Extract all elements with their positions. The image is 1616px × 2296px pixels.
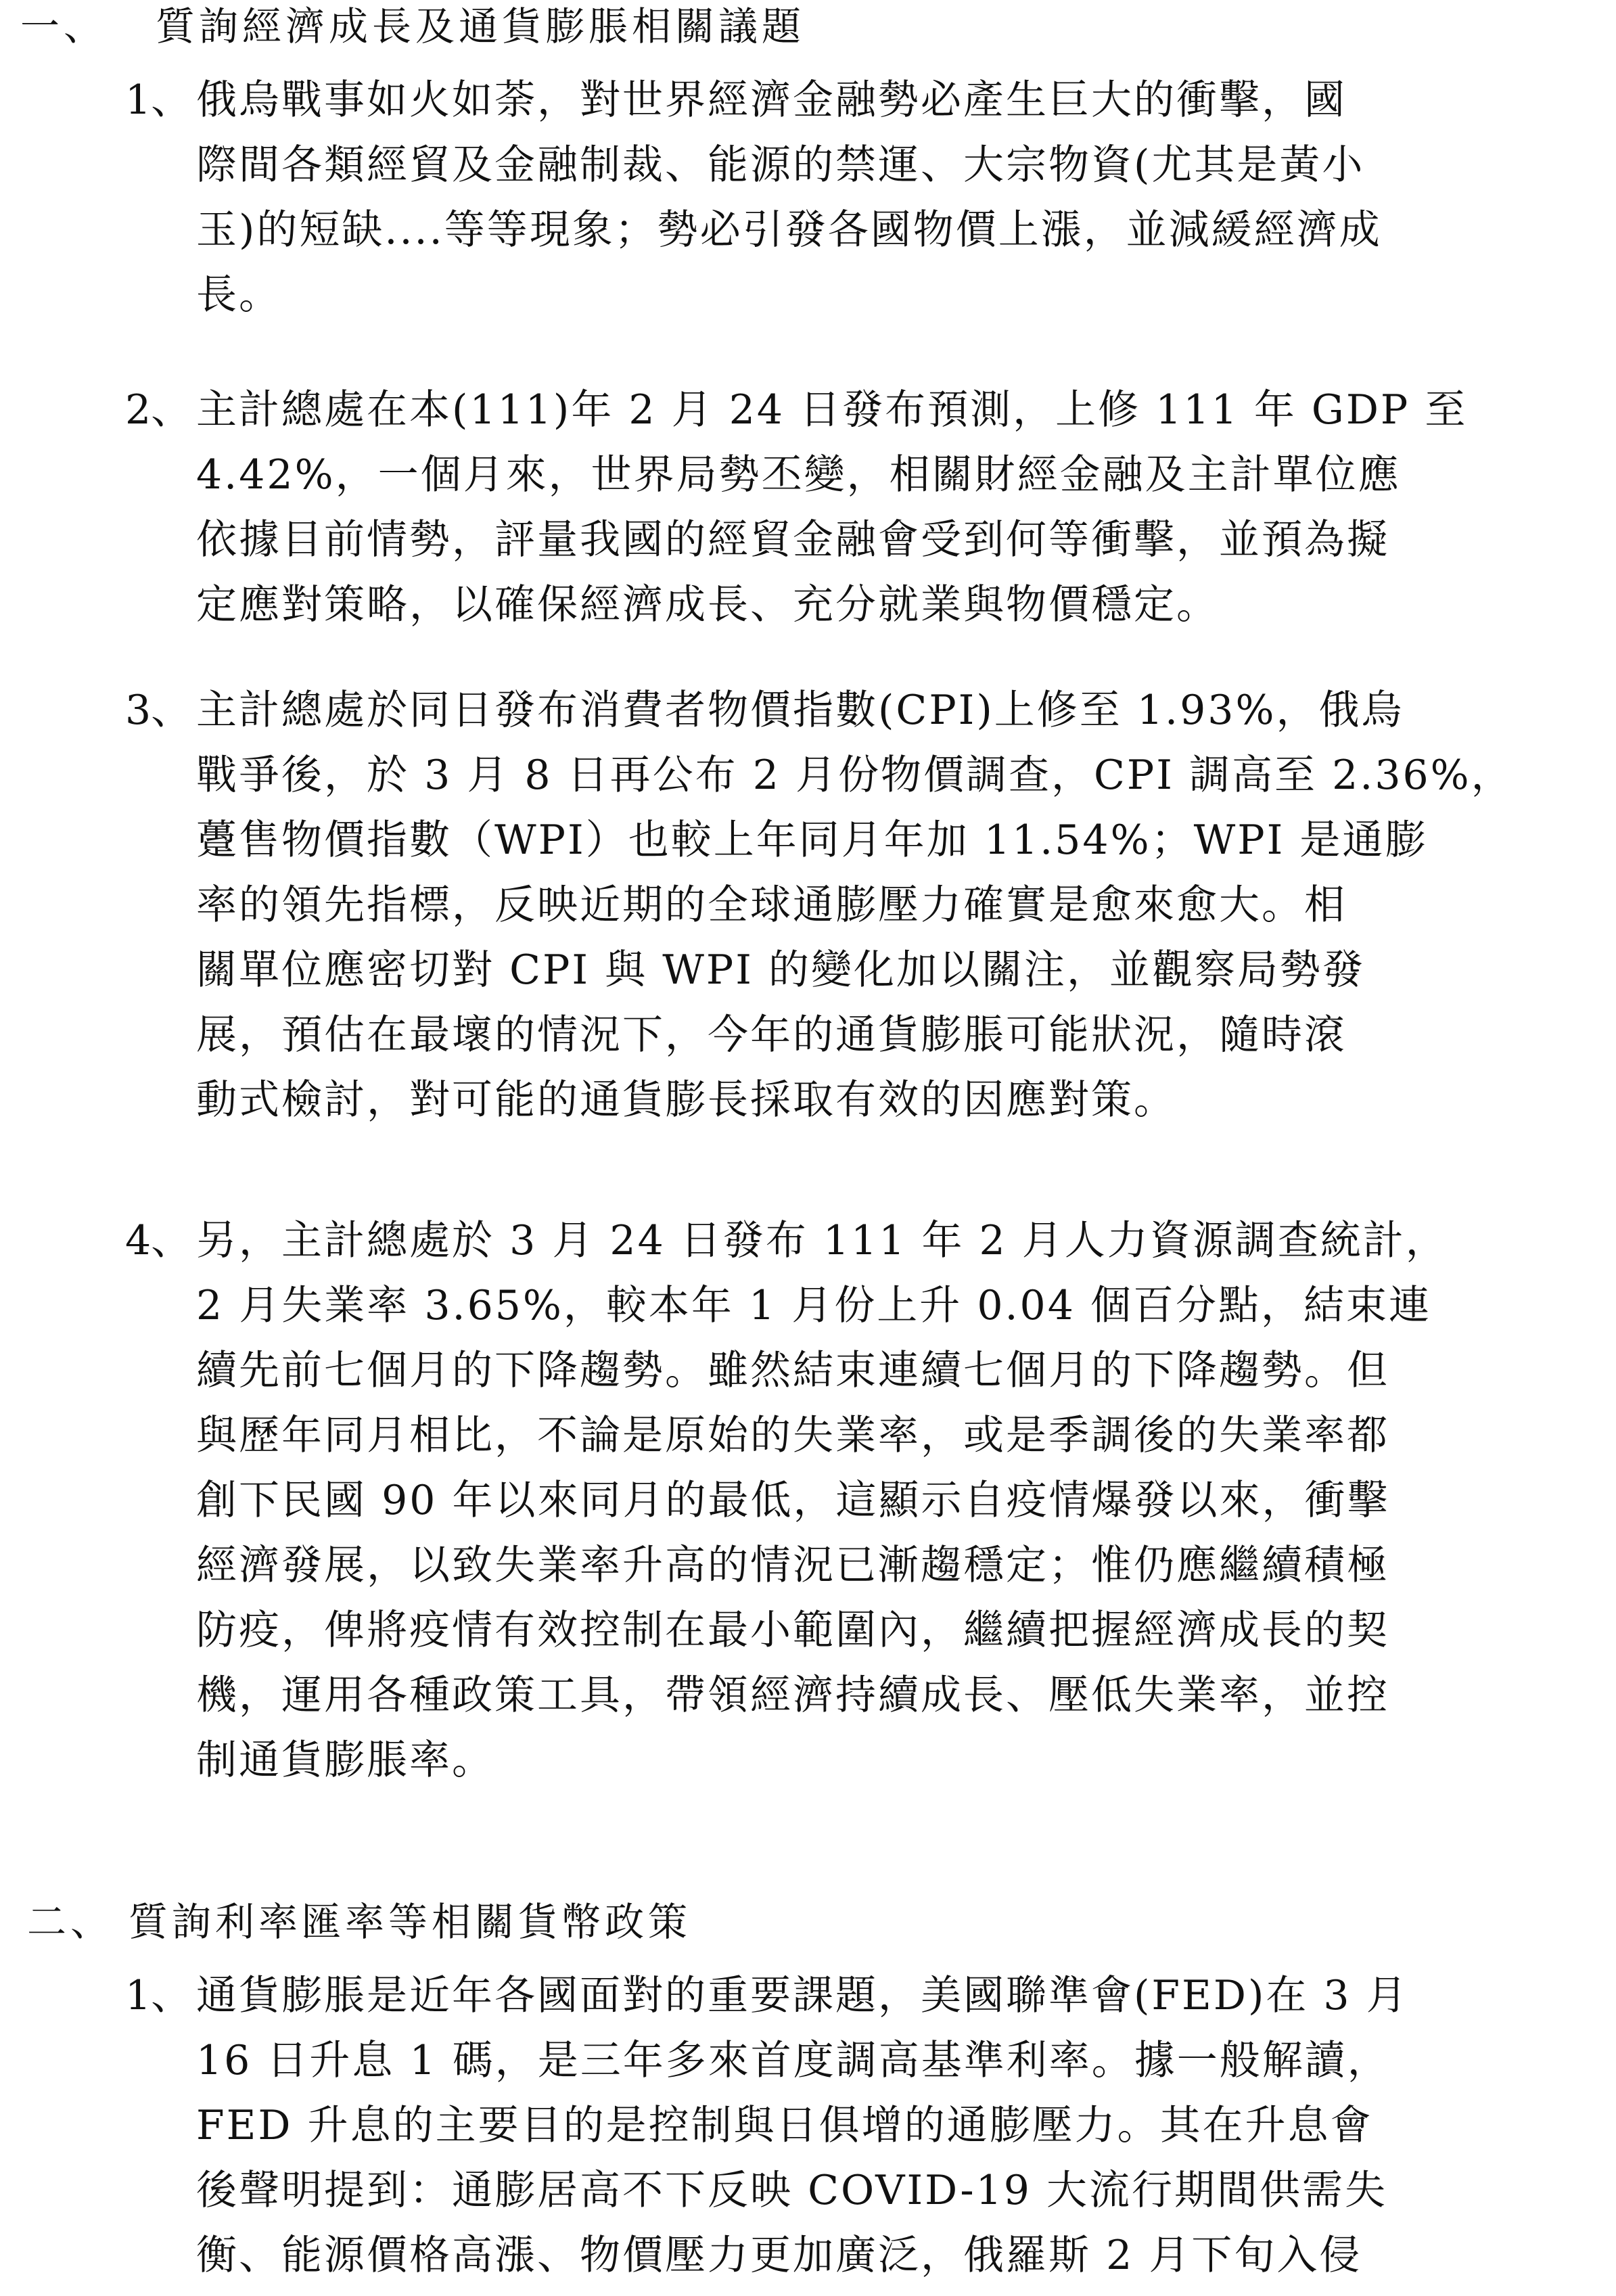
item-number: 3、 bbox=[125, 687, 192, 734]
text-line: 率的領先指標，反映近期的全球通膨壓力確實是愈來愈大。相 bbox=[196, 881, 1347, 929]
text-line: 防疫，俾將疫情有效控制在最小範圍內，繼續把握經濟成長的契 bbox=[196, 1607, 1389, 1654]
text-line: 通貨膨脹是近年各國面對的重要課題，美國聯準會(FED)在 3 月 bbox=[196, 1972, 1409, 2019]
text-line: 躉售物價指數（WPI）也較上年同月年加 11.54%；WPI 是通膨 bbox=[196, 817, 1428, 864]
section-title: 質詢經濟成長及通貨膨脹相關議題 bbox=[156, 3, 806, 49]
text-line: 展，預估在最壞的情況下，今年的通貨膨脹可能狀況，隨時滾 bbox=[196, 1011, 1347, 1059]
item-text bbox=[196, 1963, 1603, 2288]
text-line: 後聲明提到：通膨居高不下反映 COVID-19 大流行期間供需失 bbox=[196, 2167, 1388, 2214]
section-heading bbox=[27, 1898, 691, 1946]
text-line: 定應對策略，以確保經濟成長、充分就業與物價穩定。 bbox=[196, 581, 1219, 628]
item-number: 2、 bbox=[125, 386, 192, 434]
item-text bbox=[196, 678, 1603, 1132]
item-number: 1、 bbox=[125, 1972, 192, 2019]
item-text bbox=[196, 1208, 1603, 1793]
item-number: 4、 bbox=[125, 1217, 192, 1264]
section-number: 二、 bbox=[27, 1899, 114, 1945]
text-line: 戰爭後，於 3 月 8 日再公布 2 月份物價調查，CPI 調高至 2.36%， bbox=[196, 752, 1514, 799]
text-line: 際間各類經貿及金融制裁、能源的禁運、大宗物資(尤其是黃小 bbox=[196, 141, 1365, 189]
item-text bbox=[196, 68, 1603, 327]
text-line: FED 升息的主要目的是控制與日俱增的通膨壓力。其在升息會 bbox=[196, 2102, 1373, 2149]
section-title: 質詢利率匯率等相關貨幣政策 bbox=[129, 1899, 692, 1945]
text-line: 主計總處在本(111)年 2 月 24 日發布預測，上修 111 年 GDP 至 bbox=[196, 386, 1468, 434]
text-line: 動式檢討，對可能的通貨膨長採取有效的因應對策。 bbox=[196, 1076, 1176, 1124]
text-line: 4.42%，一個月來，世界局勢丕變，相關財經金融及主計單位應 bbox=[196, 451, 1401, 499]
text-line: 與歷年同月相比，不論是原始的失業率，或是季調後的失業率都 bbox=[196, 1412, 1389, 1459]
text-line: 長。 bbox=[196, 271, 281, 319]
text-line: 另，主計總處於 3 月 24 日發布 111 年 2 月人力資源調查統計， bbox=[196, 1217, 1448, 1264]
text-line: 主計總處於同日發布消費者物價指數(CPI)上修至 1.93%，俄烏 bbox=[196, 687, 1404, 734]
text-line: 俄烏戰事如火如荼，對世界經濟金融勢必產生巨大的衝擊，國 bbox=[196, 76, 1347, 124]
text-line: 制通貨膨脹率。 bbox=[196, 1737, 494, 1784]
text-line: 續先前七個月的下降趨勢。雖然結束連續七個月的下降趨勢。但 bbox=[196, 1347, 1389, 1394]
text-line: 經濟發展，以致失業率升高的情況已漸趨穩定；惟仍應繼續積極 bbox=[196, 1542, 1389, 1589]
text-line: 關單位應密切對 CPI 與 WPI 的變化加以關注，並觀察局勢發 bbox=[196, 946, 1366, 994]
section-heading bbox=[20, 3, 805, 50]
item-text bbox=[196, 377, 1603, 637]
text-line: 依據目前情勢，評量我國的經貿金融會受到何等衝擊，並預為擬 bbox=[196, 516, 1389, 564]
text-line: 機，運用各種政策工具，帶領經濟持續成長、壓低失業率，並控 bbox=[196, 1672, 1389, 1719]
text-line: 衡、能源價格高漲、物價壓力更加廣泛，俄羅斯 2 月下旬入侵 bbox=[196, 2232, 1362, 2279]
item-number: 1、 bbox=[125, 76, 192, 124]
text-line: 16 日升息 1 碼，是三年多來首度調高基準利率。據一般解讀， bbox=[196, 2037, 1390, 2084]
text-line: 玉)的短缺....等等現象；勢必引發各國物價上漲，並減緩經濟成 bbox=[196, 206, 1382, 254]
text-line: 創下民國 90 年以來同月的最低，這顯示自疫情爆發以來，衝擊 bbox=[196, 1477, 1390, 1524]
text-line: 2 月失業率 3.65%，較本年 1 月份上升 0.04 個百分點，結束連 bbox=[196, 1282, 1431, 1329]
section-number: 一、 bbox=[20, 3, 108, 49]
